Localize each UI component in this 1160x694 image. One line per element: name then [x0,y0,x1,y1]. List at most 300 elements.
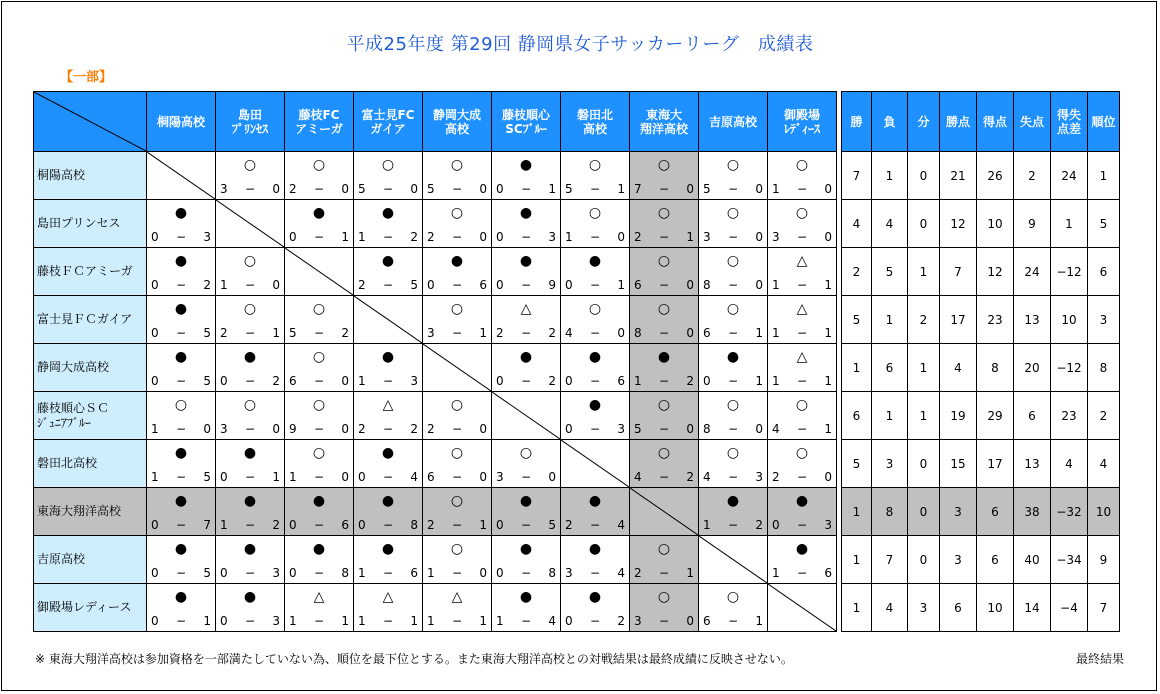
match-result-cell [285,344,354,392]
score [768,566,836,580]
score-dash: − [313,566,325,580]
column-header-stat [1051,92,1088,152]
score [285,374,353,388]
column-header-stat [977,92,1014,152]
score-opponent: 3 [617,422,625,436]
column-header-stat [872,92,908,152]
stat-cell: 10 [977,200,1014,248]
result-mark: △ [520,301,532,317]
column-header-label: 藤枝FC [298,107,340,122]
score-dash: − [796,230,808,244]
self-match-cell [630,488,699,536]
final-results-label: 最終結果 [1075,652,1124,666]
score-dash: − [520,614,532,628]
score-dash: − [382,518,394,532]
score-opponent: 5 [203,374,211,388]
score-own: 2 [358,278,366,292]
score [285,470,353,484]
column-header-team [561,92,630,152]
score-dash: − [313,374,325,388]
score-opponent: 4 [617,566,625,580]
score [492,182,560,196]
score-dash: − [313,518,325,532]
stat-cell: 24 [1014,248,1051,296]
score-dash: − [727,518,739,532]
match-result-cell [768,152,837,200]
column-header-stat [940,92,977,152]
score-opponent: 3 [272,614,280,628]
result-mark: ○ [657,253,671,269]
score-own: 0 [151,230,159,244]
score-opponent: 0 [617,230,625,244]
stat-cell: 1 [872,296,908,344]
row-team-name [34,536,147,584]
score-opponent: 0 [479,422,487,436]
match-result-cell [423,440,492,488]
score-opponent: 0 [341,470,349,484]
score [216,326,284,340]
result-mark: ○ [795,157,809,173]
score [768,182,836,196]
score-own: 1 [772,326,780,340]
score [216,422,284,436]
result-mark: ● [519,205,533,221]
result-mark: ○ [657,541,671,557]
score-opponent: 0 [686,182,694,196]
score-opponent: 1 [548,182,556,196]
stat-cell: 4 [872,584,908,632]
score-own: 0 [496,518,504,532]
result-mark: ○ [450,541,464,557]
stat-cell: 6 [977,536,1014,584]
result-mark: ○ [450,157,464,173]
score-opponent: 0 [341,374,349,388]
result-mark: ○ [243,157,257,173]
column-header-stat [908,92,940,152]
score-dash: − [658,614,670,628]
score [492,470,560,484]
score-dash: − [451,230,463,244]
match-result-cell [699,488,768,536]
stat-cell: 0 [908,488,940,536]
result-mark: ○ [243,301,257,317]
match-result-cell [216,584,285,632]
column-header-team [423,92,492,152]
score-opponent: 1 [686,566,694,580]
result-mark: ● [588,589,602,605]
match-result-cell [561,344,630,392]
match-result-cell [216,344,285,392]
score-opponent: 1 [755,614,763,628]
result-mark: ● [726,493,740,509]
score-dash: − [244,470,256,484]
score-own: 1 [289,470,297,484]
self-match-cell [216,200,285,248]
result-mark: ● [519,589,533,605]
score-dash: − [313,614,325,628]
stat-cell: 1 [1088,152,1120,200]
score-opponent: 1 [203,614,211,628]
result-mark: ● [519,157,533,173]
match-result-cell [630,296,699,344]
match-result-cell [492,152,561,200]
score-dash: − [658,326,670,340]
result-mark: ● [243,493,257,509]
score [147,566,215,580]
match-result-cell [630,344,699,392]
score-own: 3 [496,470,504,484]
result-mark: ● [174,349,188,365]
stat-cell: 17 [977,440,1014,488]
score-dash: − [244,518,256,532]
table-row [34,584,1120,632]
score-opponent: 5 [203,566,211,580]
result-mark: ● [381,445,395,461]
match-result-cell [630,248,699,296]
score [216,470,284,484]
team-name-text: 東海大翔洋高校 [37,504,122,518]
stat-cell: 29 [977,392,1014,440]
match-result-cell [216,296,285,344]
score-own: 3 [220,182,228,196]
score-dash: − [727,422,739,436]
result-mark: ○ [312,445,326,461]
column-header-stat [842,92,872,152]
stat-cell: 38 [1014,488,1051,536]
score-opponent: 0 [479,182,487,196]
score-own: 3 [220,422,228,436]
score [561,374,629,388]
score-opponent: 1 [824,374,832,388]
score-own: 1 [634,374,642,388]
match-result-cell [492,200,561,248]
score [354,614,422,628]
score-own: 1 [220,278,228,292]
match-result-cell [216,440,285,488]
score [699,374,767,388]
score-own: 5 [703,182,711,196]
row-team-name [34,440,147,488]
stat-cell: 40 [1014,536,1051,584]
score-opponent: 0 [755,230,763,244]
match-result-cell [285,536,354,584]
score-opponent: 0 [341,422,349,436]
column-header-label: ﾌﾟﾘﾝｾｽ [231,121,268,136]
result-mark: ○ [243,253,257,269]
column-header-label: 得点 [982,114,1007,129]
row-team-name [34,344,147,392]
match-result-cell [216,488,285,536]
stat-cell: 8 [872,488,908,536]
stat-cell: 4 [1051,440,1088,488]
score-dash: − [796,470,808,484]
stat-cell: 3 [872,440,908,488]
result-mark: ○ [312,157,326,173]
column-header-stat [1088,92,1120,152]
score-opponent: 1 [686,230,694,244]
row-team-name [34,392,147,440]
score [630,422,698,436]
score-dash: − [520,230,532,244]
score [216,614,284,628]
column-header-label: 分 [917,114,930,129]
score-own: 0 [772,518,780,532]
score [768,278,836,292]
score-dash: − [727,374,739,388]
score-dash: − [244,614,256,628]
self-match-cell [147,152,216,200]
table-row [34,296,1120,344]
score-dash: − [313,326,325,340]
score [561,614,629,628]
score-dash: − [589,182,601,196]
column-header-label: 得失 [1056,107,1081,122]
stat-cell: 6 [1014,392,1051,440]
score-opponent: 2 [755,518,763,532]
score-opponent: 0 [686,278,694,292]
score-dash: − [244,374,256,388]
score [630,326,698,340]
result-mark: △ [796,253,808,269]
result-mark: ● [174,493,188,509]
score-own: 2 [289,182,297,196]
score [768,230,836,244]
score-dash: − [589,326,601,340]
column-header-team [216,92,285,152]
result-mark: ○ [588,205,602,221]
score-own: 1 [427,614,435,628]
result-mark: △ [382,589,394,605]
diagonal-line [699,536,767,583]
score-opponent: 0 [686,326,694,340]
score-opponent: 1 [341,230,349,244]
match-result-cell [423,488,492,536]
column-header-label: ﾚﾃﾞｨｰｽ [783,121,820,136]
score-opponent: 3 [824,518,832,532]
match-result-cell [699,200,768,248]
score-dash: − [382,566,394,580]
stat-cell: 19 [940,392,977,440]
score-dash: − [451,182,463,196]
score-opponent: 1 [824,422,832,436]
score-opponent: 5 [203,470,211,484]
match-result-cell [699,296,768,344]
score-own: 1 [358,566,366,580]
score-own: 5 [289,326,297,340]
score-opponent: 3 [410,374,418,388]
result-mark: ○ [726,589,740,605]
score-dash: − [451,326,463,340]
result-mark: ● [795,541,809,557]
score-dash: − [727,470,739,484]
score [561,182,629,196]
score-own: 6 [634,278,642,292]
score-dash: − [658,182,670,196]
score-opponent: 2 [617,614,625,628]
column-header-label: 勝 [850,114,863,129]
score-dash: − [520,518,532,532]
result-mark: ○ [726,397,740,413]
score-own: 3 [427,326,435,340]
team-name-text: 島田プリンセス [37,216,121,230]
stat-cell: 1 [872,392,908,440]
stat-cell: 6 [842,392,872,440]
match-result-cell [354,152,423,200]
result-mark: ● [588,397,602,413]
score-own: 2 [565,518,573,532]
result-mark: ● [657,349,671,365]
score-own: 1 [772,182,780,196]
score-own: 0 [151,326,159,340]
table-row [34,152,1120,200]
score-own: 3 [634,614,642,628]
score [285,566,353,580]
stat-cell: 7 [940,248,977,296]
stat-cell: 7 [872,536,908,584]
match-result-cell [561,488,630,536]
score-opponent: 2 [548,374,556,388]
score-own: 4 [565,326,573,340]
match-result-cell [285,584,354,632]
match-result-cell [147,248,216,296]
result-mark: ● [519,493,533,509]
score-dash: − [727,278,739,292]
score-dash: − [175,278,187,292]
score-opponent: 2 [686,374,694,388]
match-result-cell [354,536,423,584]
column-header-label: 島田 [237,107,262,122]
score-dash: − [175,518,187,532]
match-result-cell [768,296,837,344]
diagonal-line [768,584,836,631]
score-own: 1 [151,470,159,484]
score-opponent: 0 [272,182,280,196]
score-own: 6 [703,614,711,628]
stat-cell: 4 [872,200,908,248]
score [354,422,422,436]
diagonal-line [354,296,422,343]
result-mark: ○ [588,157,602,173]
score-opponent: 0 [410,182,418,196]
stat-cell: −12 [1051,248,1088,296]
score-own: 6 [703,326,711,340]
column-header-label: 吉原高校 [708,114,757,129]
score-opponent: 0 [824,470,832,484]
stat-cell: 23 [1051,392,1088,440]
score-own: 7 [634,182,642,196]
result-mark: ○ [450,205,464,221]
score-own: 0 [220,566,228,580]
match-result-cell [492,296,561,344]
team-name-text: 藤枝順心ＳＣ [37,400,110,415]
score [285,182,353,196]
score-opponent: 0 [755,422,763,436]
score-own: 0 [496,182,504,196]
result-mark: ● [519,253,533,269]
match-result-cell [768,200,837,248]
score-dash: − [727,182,739,196]
match-result-cell [285,488,354,536]
match-result-cell [354,344,423,392]
column-header-label: 点差 [1056,121,1081,136]
division-label: 【一部】 [60,70,113,85]
score-opponent: 0 [479,230,487,244]
match-result-cell [699,440,768,488]
score-own: 2 [634,566,642,580]
result-mark: ● [381,205,395,221]
stat-cell: 8 [1088,344,1120,392]
stat-cell: 2 [908,296,940,344]
stat-cell: −12 [1051,344,1088,392]
column-header-label: 翔洋高校 [639,121,688,136]
score-dash: − [520,326,532,340]
score-dash: − [382,470,394,484]
score [147,326,215,340]
score-own: 0 [289,518,297,532]
result-mark: ○ [795,205,809,221]
stat-cell: 13 [1014,296,1051,344]
score-own: 9 [289,422,297,436]
match-result-cell [630,440,699,488]
match-result-cell [216,536,285,584]
stat-cell: 0 [908,536,940,584]
score [630,614,698,628]
score [768,422,836,436]
score [147,374,215,388]
results-table [33,91,1120,632]
score-opponent: 0 [755,278,763,292]
score [423,518,491,532]
score-opponent: 5 [410,278,418,292]
score-opponent: 4 [548,614,556,628]
score-dash: − [175,422,187,436]
score-dash: − [382,374,394,388]
score [630,374,698,388]
score-own: 1 [496,614,504,628]
stat-cell: 5 [842,440,872,488]
result-mark: ● [174,301,188,317]
score [699,182,767,196]
self-match-cell [423,344,492,392]
score-own: 1 [358,614,366,628]
stat-cell: 5 [872,248,908,296]
table-row [34,200,1120,248]
match-result-cell [147,584,216,632]
result-mark: ○ [657,301,671,317]
score-own: 0 [427,278,435,292]
score-opponent: 0 [686,614,694,628]
row-team-name [34,248,147,296]
score-dash: − [727,326,739,340]
stat-cell: 6 [1088,248,1120,296]
score-own: 1 [427,566,435,580]
stat-cell: 23 [977,296,1014,344]
stat-cell: 9 [1014,200,1051,248]
match-result-cell [561,296,630,344]
score-dash: − [451,566,463,580]
column-header-label: 負 [883,114,896,129]
score-dash: − [313,470,325,484]
score-own: 1 [358,374,366,388]
score-dash: − [451,278,463,292]
stat-cell: 6 [940,584,977,632]
table-row [34,440,1120,488]
result-mark: ● [588,493,602,509]
match-result-cell [630,392,699,440]
score-dash: − [520,278,532,292]
score-opponent: 3 [203,230,211,244]
score-opponent: 3 [755,470,763,484]
